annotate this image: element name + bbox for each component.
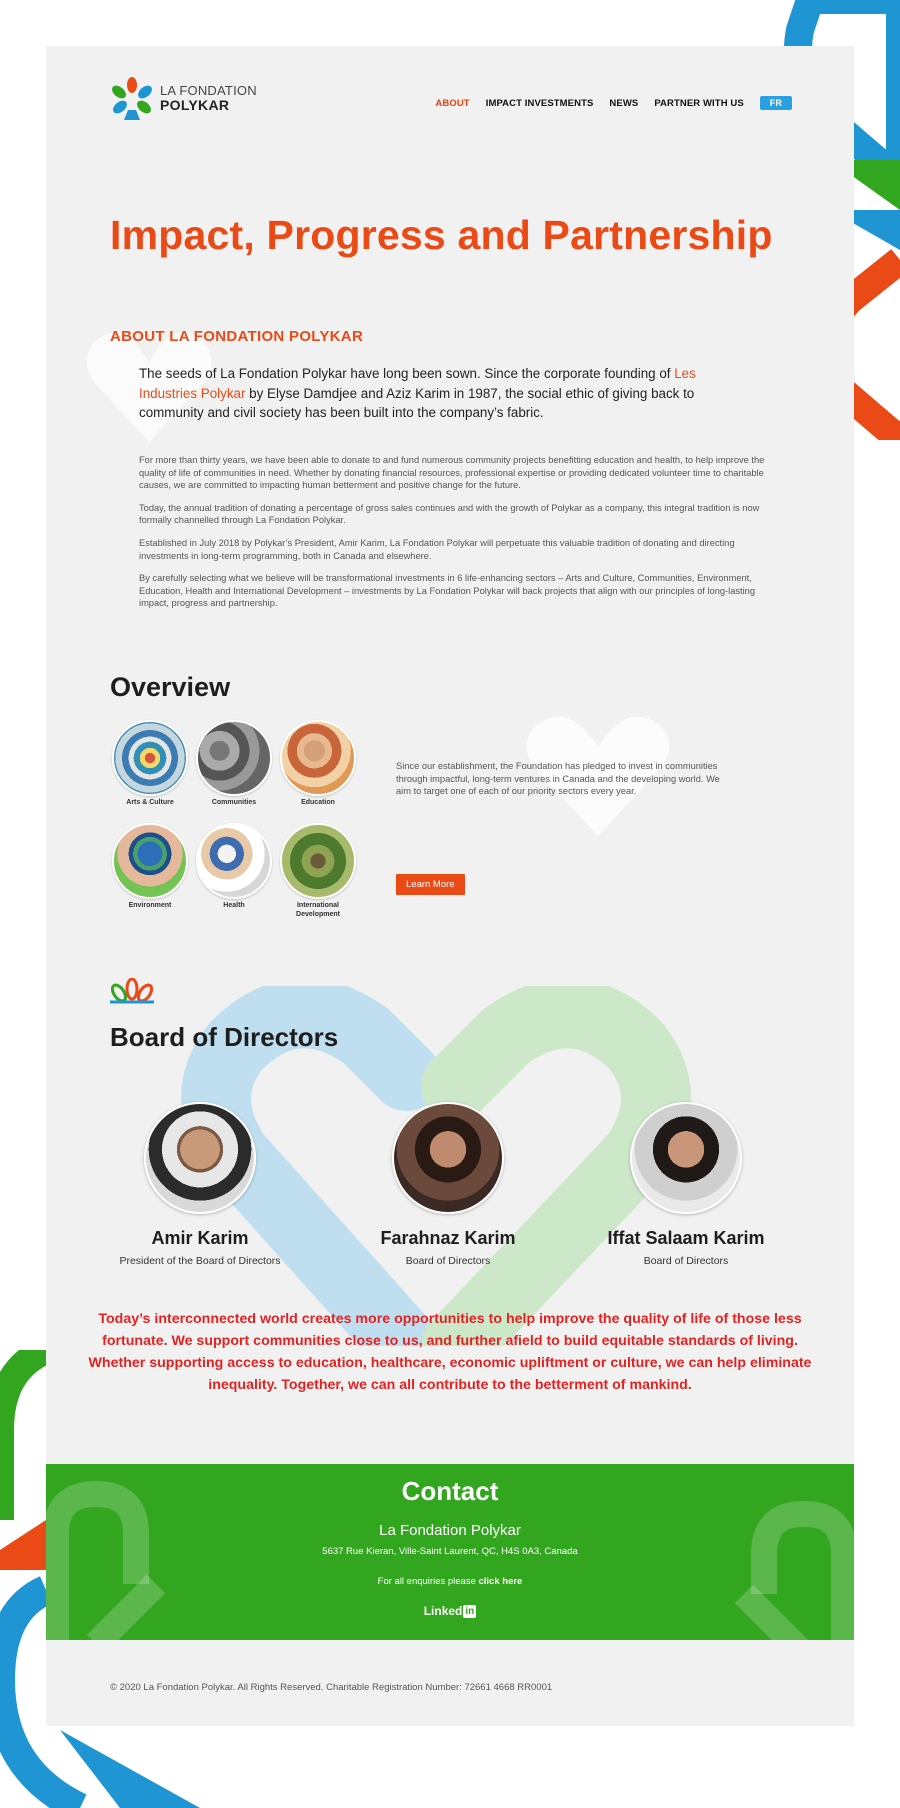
about-lead-text-2: by Elyse Damdjee and Aziz Karim in 1987, the social ethic of giving back to community and civil society has been built into the company’s fabric. [139,385,695,420]
director-role: Board of Directors [643,1255,729,1267]
nav-about[interactable]: ABOUT [435,97,470,109]
about-paragraph-2: Today, the annual tradition of donating a percentage of gross sales continues and with the growth of Polykar as a company, this integral tradition is now formally channelled through La Fondation Polykar. [139,502,760,526]
environment-image [112,823,188,899]
about-lead-paragraph [139,364,739,423]
about-lead-text-1: The seeds of La Fondation Polykar have long been sown. Since the corporate founding of [139,366,675,381]
sector-environment[interactable] [110,823,190,920]
sector-arts-culture[interactable] [110,720,190,817]
polykar-logo-icon [110,76,154,120]
director-photo [630,1102,742,1214]
sector-grid [110,720,360,920]
director-photo [144,1102,256,1214]
director-photo [392,1102,504,1214]
enquiry-text: For all enquiries please [377,1576,479,1587]
contact-address: 5637 Rue Kieran, Ville-Saint Laurent, QC, H4S 0A3, Canada [322,1546,578,1557]
director-name: Iffat Salaam Karim [607,1228,765,1248]
sector-label: Arts & Culture [126,799,174,806]
learn-more-button[interactable]: Learn More [396,874,465,895]
about-paragraph-3: Established in July 2018 by Polykar’s President, Amir Karim, La Fondation Polykar will perpetuate this valuable tradition of donating and directing investments in long-term programming, both in Canada and elsewhere. [139,537,735,561]
communities-image [196,720,272,796]
director-amir-karim [90,1102,310,1267]
board-title: Board of Directors [110,1022,339,1052]
page-container [46,46,854,1726]
arts-culture-image [112,720,188,796]
overview-text: Since our establishment, the Foundation has pledged to invest in communities through impactful, long-term ventures in Canada and the developing world. We aim to target one of each of our priority sectors every year. [396,761,720,797]
director-farahnaz-karim [338,1102,558,1267]
linkedin-link[interactable] [46,1604,854,1618]
enquiry-click-here-link[interactable]: click here [478,1576,523,1587]
sector-communities[interactable] [194,720,274,817]
about-body [139,454,769,620]
logo-text-line1: LA FONDATION [160,83,257,98]
linkedin-icon: in [465,1605,475,1617]
nav-news[interactable]: NEWS [609,97,639,109]
linkedin-text: Linked [423,1604,463,1618]
education-image [280,720,356,796]
nav-impact-investments[interactable]: IMPACT INVESTMENTS [485,97,594,109]
site-logo[interactable] [110,76,257,120]
contact-enquiry [46,1576,854,1587]
contact-organization: La Fondation Polykar [379,1522,521,1539]
director-role: Board of Directors [405,1255,491,1267]
director-name: Farahnaz Karim [380,1228,516,1248]
overview-title: Overview [110,672,231,702]
director-iffat-salaam-karim [576,1102,796,1267]
footer-copyright: © 2020 La Fondation Polykar. All Rights Reserved. Charitable Registration Number: 72661 4668 RR0001 [110,1682,553,1693]
director-role: President of the Board of Directors [119,1255,281,1267]
contact-section [46,1464,854,1640]
main-nav [435,96,792,110]
board-flower-icon [108,978,156,1004]
sector-health[interactable] [194,823,274,920]
sector-label: International Development [296,902,340,918]
sector-education[interactable] [278,720,358,817]
director-name: Amir Karim [151,1228,249,1248]
sector-label: Health [223,902,245,909]
about-paragraph-1: For more than thirty years, we have been able to donate to and fund numerous community projects benefitting education and health, to help improve the quality of life of communities in need. Whether by donating financial resources, professional expertise or providing dedicated volunteer time to charitable causes, we are committed to impacting human betterment and positive change for the future. [139,455,765,491]
sector-label: Education [301,799,335,806]
language-toggle-fr[interactable]: FR [760,96,792,110]
sector-label: Environment [128,902,172,909]
about-paragraph-4: By carefully selecting what we believe will be transformational investments in 6 life-enhancing sectors – Arts and Culture, Communities, Environment, Education, Health and International Development – investments by La Fondation Polykar will back projects that align with our principles of long-lasting impact, progress and partnership. [139,573,756,609]
les-industries-polykar-link[interactable]: Les Industries Polykar [139,366,696,401]
sector-international-development[interactable] [278,823,358,920]
logo-text-line2: POLYKAR [160,97,230,113]
contact-title: Contact [401,1476,499,1506]
page-title: Impact, Progress and Partnership [110,212,773,258]
international-development-image [280,823,356,899]
nav-partner-with-us[interactable]: PARTNER WITH US [654,97,744,109]
site-header [46,46,854,166]
sector-label: Communities [211,799,257,806]
health-image [196,823,272,899]
mission-statement: Today’s interconnected world creates more opportunities to help improve the quality of life of those less fortunate. We support communities close to us, and further afield to build equitable standards of living. Whether supporting access to education, healthcare, economic upliftment or culture, we can help eliminate inequality. Together, we can all contribute to the betterment of mankind. [88,1311,812,1393]
about-heading: ABOUT LA FONDATION POLYKAR [110,328,364,345]
